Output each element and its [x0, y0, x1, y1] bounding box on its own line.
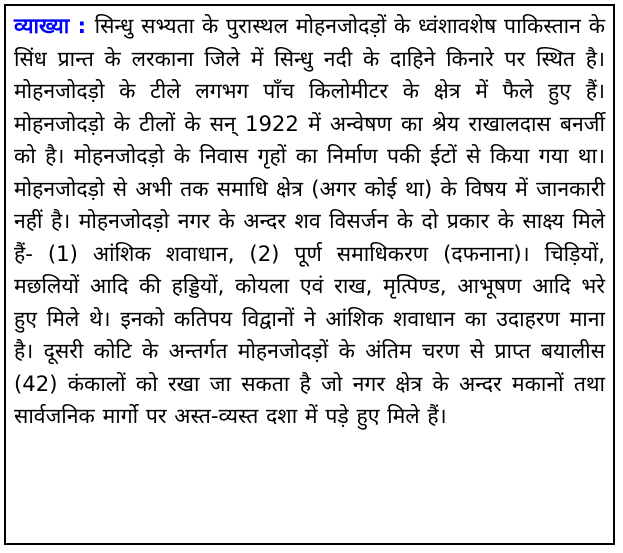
- explanation-body: सिन्धु सभ्यता के पुरास्थल मोहनजोदड़ों के ध्वंशावशेष पाकिस्तान के सिंध प्रान्त के लरकाना जिले में सिन्धु नदी के दाहिने किनारे पर स्थित है। मोहनजोदड़ो के टीले लगभग पाँच किलोमीटर के क्षेत्र में फैले हुए हैं। मोहनजोदड़ो के टीलों के सन् 1922 में अन्वेषण का श्रेय राखालदास बनर्जी को है। मोहनजोदड़ो के निवास गृहों का निर्माण पकी ईटों से किया गया था। मोहनजोदड़ो से अभी तक समाधि क्षेत्र (अगर कोई था) के विषय में जानकारी नहीं है। मोहनजोदड़ो नगर के अन्दर शव विसर्जन के दो प्रकार के साक्ष्य मिले हैं- (1) आंशिक शवाधान, (2) पूर्ण समाधिकरण (दफनाना)। चिड़ियों, मछलियों आदि की हड्डियों, कोयला एवं राख, मृत्पिण्ड, आभूषण आदि भरे हुए मिले थे। इनको कतिपय विद्वानों ने आंशिक शवाधान का उदाहरण माना है। दूसरी कोटि के अन्तर्गत मोहनजोदड़ों के अंतिम चरण से प्राप्त बयालीस (42) कंकालों को रखा जा सकता है जो नगर क्षेत्र के अन्दर मकानों तथा सार्वजनिक मार्गो पर अस्त-व्यस्त दशा में पड़े हुए मिले हैं।: [14, 13, 605, 428]
- explanation-box: [4, 4, 615, 545]
- explanation-paragraph: [14, 10, 605, 433]
- heading-separator: :: [69, 13, 95, 38]
- explanation-heading: व्याख्या: [14, 13, 70, 38]
